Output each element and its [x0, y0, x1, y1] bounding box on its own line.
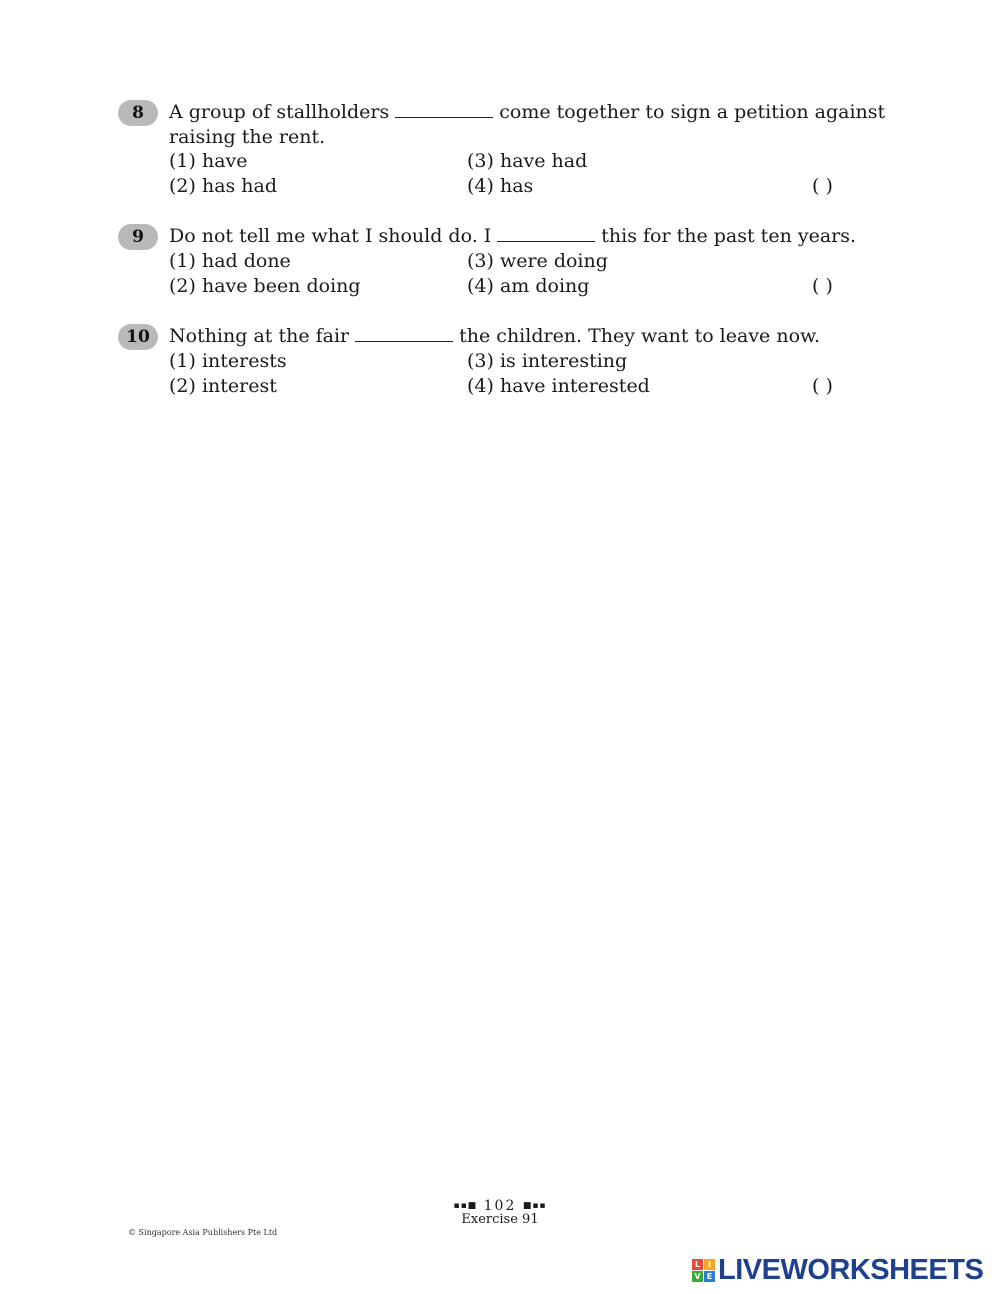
option-3[interactable]: (3) were doing: [467, 250, 608, 272]
option-2[interactable]: (2) interest: [169, 375, 277, 397]
question-stem-line2: raising the rent.: [169, 126, 326, 148]
answer-bracket[interactable]: ( ): [812, 275, 833, 297]
option-1[interactable]: (1) interests: [169, 350, 287, 372]
question-number-badge: 8: [118, 100, 158, 126]
stem-after: the children. They want to leave now.: [459, 325, 821, 347]
decor-dots-left: ▪▪■: [453, 1201, 478, 1211]
answer-bracket[interactable]: ( ): [812, 375, 833, 397]
option-4[interactable]: (4) has: [467, 175, 534, 197]
page-number-text: 102: [483, 1198, 517, 1214]
exercise-label: Exercise 91: [461, 1212, 539, 1227]
question-number-badge: 10: [118, 324, 158, 350]
stem-after: this for the past ten years.: [601, 225, 857, 247]
logo-letter: V: [692, 1271, 703, 1282]
option-3[interactable]: (3) is interesting: [467, 350, 628, 372]
stem-before: Nothing at the fair: [169, 325, 350, 347]
liveworksheets-logo-icon: [692, 1259, 715, 1282]
option-1[interactable]: (1) had done: [169, 250, 291, 272]
question-stem: [169, 100, 885, 124]
option-4[interactable]: (4) have interested: [467, 375, 650, 397]
brand-name: LIVEWORKSHEETS: [718, 1254, 984, 1286]
answer-blank[interactable]: [497, 227, 595, 242]
logo-letter: L: [692, 1259, 703, 1270]
stem-before: Do not tell me what I should do. I: [169, 225, 492, 247]
logo-letter: E: [704, 1271, 715, 1282]
logo-letter: I: [704, 1259, 715, 1270]
liveworksheets-brand: [692, 1254, 983, 1287]
answer-bracket[interactable]: ( ): [812, 175, 833, 197]
option-3[interactable]: (3) have had: [467, 150, 588, 172]
option-2[interactable]: (2) has had: [169, 175, 278, 197]
option-1[interactable]: (1) have: [169, 150, 248, 172]
option-4[interactable]: (4) am doing: [467, 275, 590, 297]
option-2[interactable]: (2) have been doing: [169, 275, 361, 297]
question-stem: [169, 224, 856, 248]
decor-dots-right: ■▪▪: [522, 1201, 547, 1211]
question-number-badge: 9: [118, 224, 158, 250]
stem-before: A group of stallholders: [169, 101, 390, 123]
copyright-notice: © Singapore Asia Publishers Pte Ltd: [128, 1228, 278, 1237]
question-stem: [169, 324, 820, 348]
answer-blank[interactable]: [395, 103, 493, 118]
answer-blank[interactable]: [355, 327, 453, 342]
stem-after: come together to sign a petition against: [499, 101, 886, 123]
